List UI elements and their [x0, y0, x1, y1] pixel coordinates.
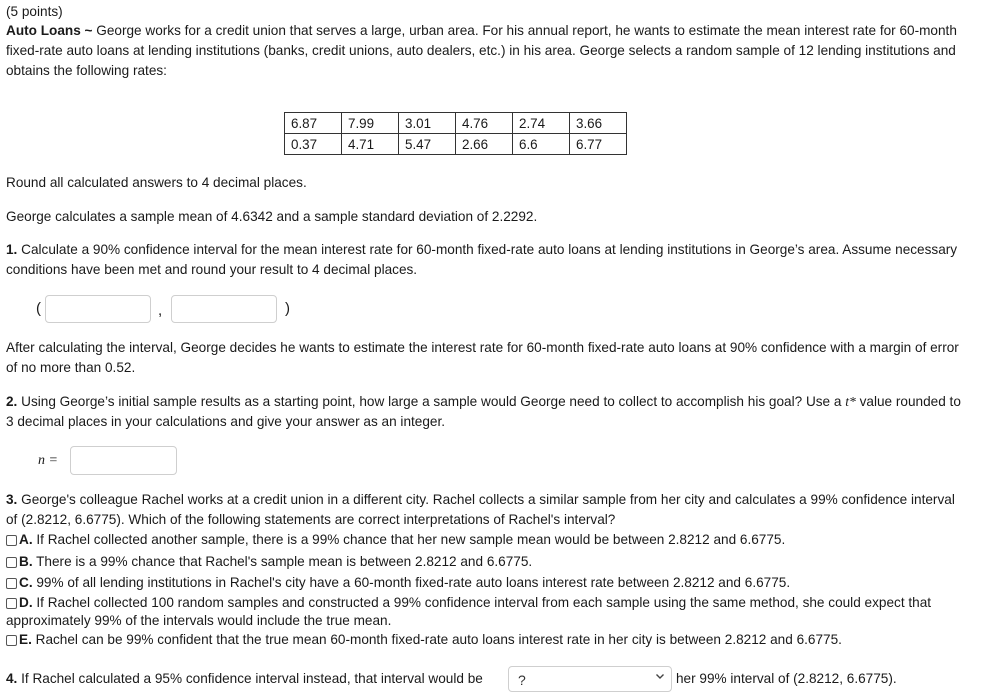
- option-letter: E.: [19, 632, 32, 647]
- question-number: 2.: [6, 394, 18, 409]
- table-cell: 0.37: [285, 134, 342, 155]
- checkbox-icon[interactable]: [6, 598, 17, 609]
- question-text: George's colleague Rachel works at a credit union in a different city. Rachel collects a similar sample from her city and calculates a 99% confidence interval of (2.8212, 6.6775). Which of the following statements are correct interpretations of Rachel's interval?: [6, 492, 955, 527]
- rates-table: [284, 112, 627, 155]
- checkbox-icon[interactable]: [6, 557, 17, 568]
- option-text: Rachel can be 99% confident that the true mean 60-month fixed-rate auto loans interest rate in her city is between 2.8212 and 6.6775.: [31, 632, 842, 647]
- ci-upper-input[interactable]: [171, 295, 277, 323]
- option-c[interactable]: [6, 574, 966, 592]
- question-number: 4.: [6, 671, 18, 686]
- open-paren: (: [36, 300, 41, 317]
- table-cell: 7.99: [342, 113, 399, 134]
- t-star: t*: [845, 394, 856, 409]
- option-e[interactable]: [6, 631, 966, 649]
- question-text: Calculate a 90% confidence interval for the mean interest rate for 60-month fixed-rate auto loans at lending institutions in George’s area. Assume necessary conditions have been met and round your result to 4 decimal places.: [6, 242, 958, 277]
- table-cell: 3.66: [570, 113, 627, 134]
- option-d[interactable]: [6, 594, 966, 630]
- option-text: There is a 99% chance that Rachel's sample mean is between 2.8212 and 6.6775.: [32, 554, 533, 569]
- table-cell: 6.77: [570, 134, 627, 155]
- option-b[interactable]: [6, 553, 966, 571]
- option-letter: C.: [19, 575, 33, 590]
- close-paren: ): [285, 300, 290, 317]
- checkbox-icon[interactable]: [6, 535, 17, 546]
- n-label: n =: [38, 453, 58, 468]
- problem-intro: [6, 21, 966, 81]
- after-interval-text: After calculating the interval, George decides he wants to estimate the interest rate for 60-month fixed-rate auto loans at 90% confidence with a margin of error of no more than 0.52.: [6, 340, 959, 375]
- points-label: (5 points): [6, 4, 63, 19]
- question-4-end: her 99% interval of (2.8212, 6.6775).: [676, 671, 897, 686]
- round-note: Round all calculated answers to 4 decimal places.: [6, 175, 307, 190]
- question-1: [6, 240, 966, 280]
- checkbox-icon[interactable]: [6, 578, 17, 589]
- comma: ,: [158, 302, 163, 319]
- table-cell: 4.71: [342, 134, 399, 155]
- question-text: Using George’s initial sample results as a starting point, how large a sample would George need to collect to accomplish his goal? Use a: [17, 394, 846, 409]
- question-number: 3.: [6, 492, 18, 507]
- option-letter: D.: [19, 595, 33, 610]
- question-text-cont: value rounded to 3 decimal places in your calculations and give your answer as an integer.: [6, 394, 961, 429]
- comparison-select[interactable]: [508, 666, 672, 692]
- option-letter: B.: [19, 554, 33, 569]
- question-text: If Rachel calculated a 95% confidence interval instead, that interval would be: [17, 671, 483, 686]
- question-4: [6, 671, 483, 686]
- table-row: [285, 134, 627, 155]
- ci-lower-input[interactable]: [45, 295, 151, 323]
- question-number: 1.: [6, 242, 18, 257]
- table-cell: 6.6: [513, 134, 570, 155]
- table-cell: 6.87: [285, 113, 342, 134]
- table-cell: 2.74: [513, 113, 570, 134]
- table-row: [285, 113, 627, 134]
- checkbox-icon[interactable]: [6, 635, 17, 646]
- sample-size-input[interactable]: [70, 446, 177, 475]
- table-cell: 5.47: [399, 134, 456, 155]
- table-cell: 2.66: [456, 134, 513, 155]
- option-text: 99% of all lending institutions in Rachel's city have a 60-month fixed-rate auto loans interest rate between 2.8212 and 6.6775.: [32, 575, 791, 590]
- question-2: [6, 392, 966, 432]
- table-cell: 3.01: [399, 113, 456, 134]
- option-text: If Rachel collected another sample, there is a 99% chance that her new sample mean would be between 2.8212 and 6.6775.: [32, 532, 786, 547]
- option-text: If Rachel collected 100 random samples and constructed a 99% confidence interval from each sample using the same method, she could expect that approximately 99% of the intervals would include the true mean.: [6, 595, 932, 628]
- intro-text: George works for a credit union that serves a large, urban area. For his annual report, he wants to estimate the mean interest rate for 60-month fixed-rate auto loans at lending institutions (banks, credit unions, auto dealers, etc.) in his area. George selects a random sample of 12 lending institutions and obtains the following rates:: [6, 23, 957, 78]
- select-value: ?: [518, 672, 526, 688]
- sample-stats: George calculates a sample mean of 4.6342 and a sample standard deviation of 2.2292.: [6, 209, 538, 224]
- problem-title: Auto Loans ~: [6, 23, 93, 38]
- option-letter: A.: [19, 532, 33, 547]
- option-a[interactable]: [6, 531, 966, 549]
- question-3: [6, 490, 966, 530]
- chevron-down-icon: [655, 671, 665, 681]
- table-cell: 4.76: [456, 113, 513, 134]
